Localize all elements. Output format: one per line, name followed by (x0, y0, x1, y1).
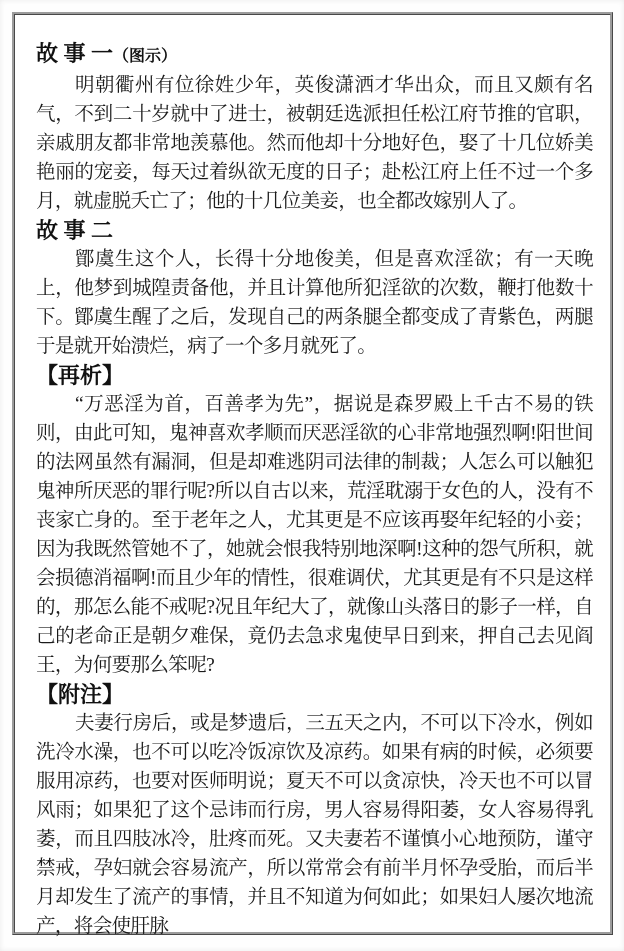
story-one-heading (36, 39, 593, 71)
story-one-heading-note: （图示） (113, 48, 178, 65)
page-border-frame (12, 12, 613, 935)
appendix-paragraph: 夫妻行房后，或是梦遗后，三五天之内，不可以下冷水，例如洗冷水澡，也不可以吃冷饭凉饮及凉药。如果有病的时候，必须要服用凉药，也要对医师明说；夏天不可以贪凉快，冷天也不可以冒风雨；如果犯了这个忌讳而行房，男人容易得阳萎，女人容易得乳萎，而且四肢冰冷，肚疼而死。又夫妻若不谨慎小心地预防，谨守禁戒，孕妇就会容易流产，所以常常会有前半月怀孕受胎，而后半月却发生了流产的事情，并且不知道为何如此；如果妇人屡次地流产，将会使肝脉 (36, 713, 593, 937)
appendix-heading: 【附注】 (36, 682, 125, 707)
story-two-paragraph: 鄮虞生这个人，长得十分地俊美，但是喜欢淫欲；有一天晚上，他梦到城隍责备他，并且计算他所犯淫欲的次数，鞭打他数十下。鄮虞生醒了之后，发现自己的两条腿全都变成了青紫色，两腿于是就开始溃烂，病了一个多月就死了。 (36, 249, 593, 357)
reanalysis-paragraph: “万恶淫为首，百善孝为先”，据说是森罗殿上千古不易的铁则，由此可知，鬼神喜欢孝顺而厌恶淫欲的心非常地强烈啊!阳世间的法网虽然有漏洞，但是却难逃阴司法律的制裁；人怎么可以触犯鬼神所厌恶的罪行呢?所以自古以来，荒淫耽溺于女色的人，没有不丧家亡身的。至于老年之人，尤其更是不应该再娶年纪轻的小妾；因为我既然管她不了，她就会恨我特别地深啊!这种的怨气所积，就会损德消福啊!而且少年的情性，很难调伏，尤其更是有不只是这样的，那怎么能不戒呢?况且年纪大了，就像山头落日的影子一样，自己的老命正是朝夕难保，竟仍去急求鬼使早日到来，押自己去见阎王，为何要那么笨呢? (36, 394, 593, 676)
story-two-heading: 故 事 二 (36, 218, 114, 243)
page-content (15, 15, 610, 941)
story-one-heading-title: 故 事 一 (36, 41, 114, 66)
reanalysis-heading: 【再析】 (36, 363, 125, 388)
story-one-paragraph: 明朝衢州有位徐姓少年，英俊潇洒才华出众，而且又颇有名气，不到二十岁就中了进士，被朝廷选派担任松江府节推的官职，亲戚朋友都非常地羡慕他。然而他却十分地好色，娶了十几位娇美艳丽的宠妾，每天过着纵欲无度的日子；赴松江府上任不过一个多月，就虚脱夭亡了；他的十几位美妾，也全都改嫁别人了。 (36, 75, 593, 212)
